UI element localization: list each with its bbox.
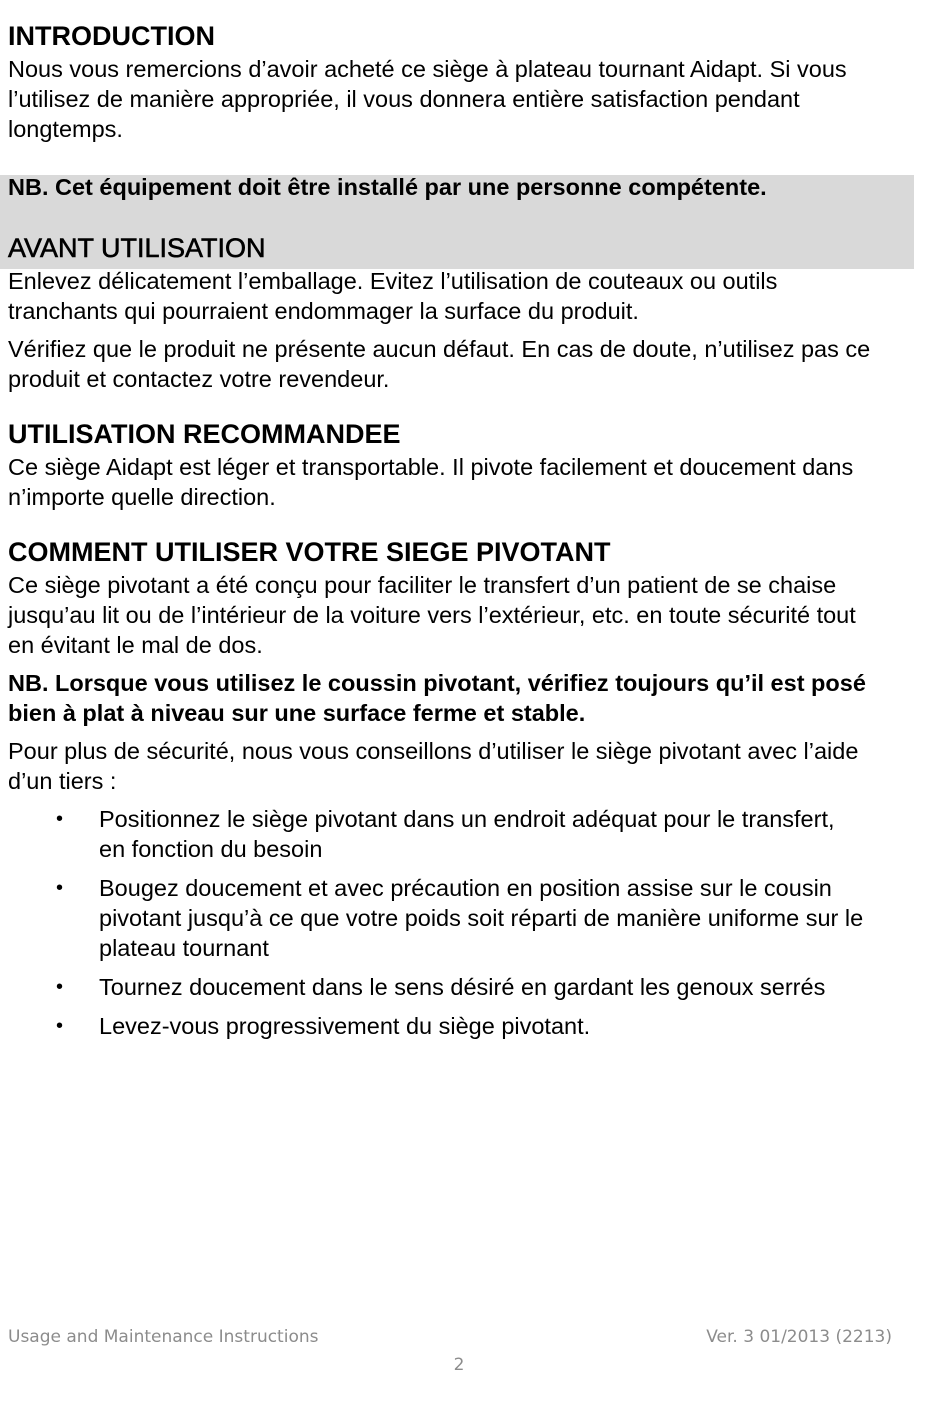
list-item-text: Tournez doucement dans le sens désiré en gardant les genoux serrés [99, 974, 826, 1000]
footer-version: Ver. 3 01/2013 (2213) [706, 1327, 892, 1347]
bullet-icon: • [56, 1015, 64, 1037]
list-item-text: Levez-vous progressivement du siège pivotant. [99, 1013, 591, 1039]
comment-utiliser-p2: Pour plus de sécurité, nous vous conseillons d’utiliser le siège pivotant avec l’aide d’un tiers : [8, 738, 859, 794]
comment-utiliser-heading: COMMENT UTILISER VOTRE SIEGE PIVOTANT [8, 537, 611, 567]
list-item-text: Bougez doucement et avec précaution en position assise sur le cousin pivotant jusqu’à ce que votre poids soit réparti de manière uniforme sur le plateau tournant [99, 875, 864, 961]
bullet-icon: • [56, 976, 64, 998]
avant-utilisation-p2: Vérifiez que le produit ne présente aucun défaut. En cas de doute, n’utilisez pas ce produit et contactez votre revendeur. [8, 336, 871, 392]
bullet-icon: • [56, 877, 64, 899]
utilisation-recommandee-body: Ce siège Aidapt est léger et transportable. Il pivote facilement et doucement dans n’importe quelle direction. [8, 454, 854, 510]
avant-utilisation-heading: AVANT UTILISATION [8, 233, 266, 263]
document-page [8, 18, 918, 1050]
introduction-heading: INTRODUCTION [8, 21, 215, 51]
footer-document-title: Usage and Maintenance Instructions [8, 1327, 319, 1347]
list-item [8, 804, 918, 864]
list-item [8, 1011, 918, 1041]
list-item [8, 972, 918, 1002]
introduction-body: Nous vous remercions d’avoir acheté ce siège à plateau tournant Aidapt. Si vous l’utilisez de manière appropriée, il vous donnera entière satisfaction pendant longtemps. [8, 56, 847, 142]
instructions-list [8, 804, 918, 1041]
list-item [8, 873, 918, 963]
page-number: 2 [453, 1355, 465, 1375]
nb-coussin-notice: NB. Lorsque vous utilisez le coussin pivotant, vérifiez toujours qu’il est posé bien à plat à niveau sur une surface ferme et stable. [8, 670, 866, 726]
avant-utilisation-p1: Enlevez délicatement l’emballage. Evitez l’utilisation de couteaux ou outils tranchants qui pourraient endommager la surface du produit. [8, 268, 778, 324]
utilisation-recommandee-heading: UTILISATION RECOMMANDEE [8, 419, 401, 449]
comment-utiliser-p1: Ce siège pivotant a été conçu pour faciliter le transfert d’un patient de se chaise jusqu’au lit ou de l’intérieur de la voiture vers l’extérieur, etc. en toute sécurité tout en évitant le mal de dos. [8, 572, 856, 658]
bullet-icon: • [56, 808, 64, 830]
nb-install-notice: NB. Cet équipement doit être installé par une personne compétente. [8, 174, 767, 200]
list-item-text: Positionnez le siège pivotant dans un endroit adéquat pour le transfert, en fonction du besoin [99, 806, 835, 862]
